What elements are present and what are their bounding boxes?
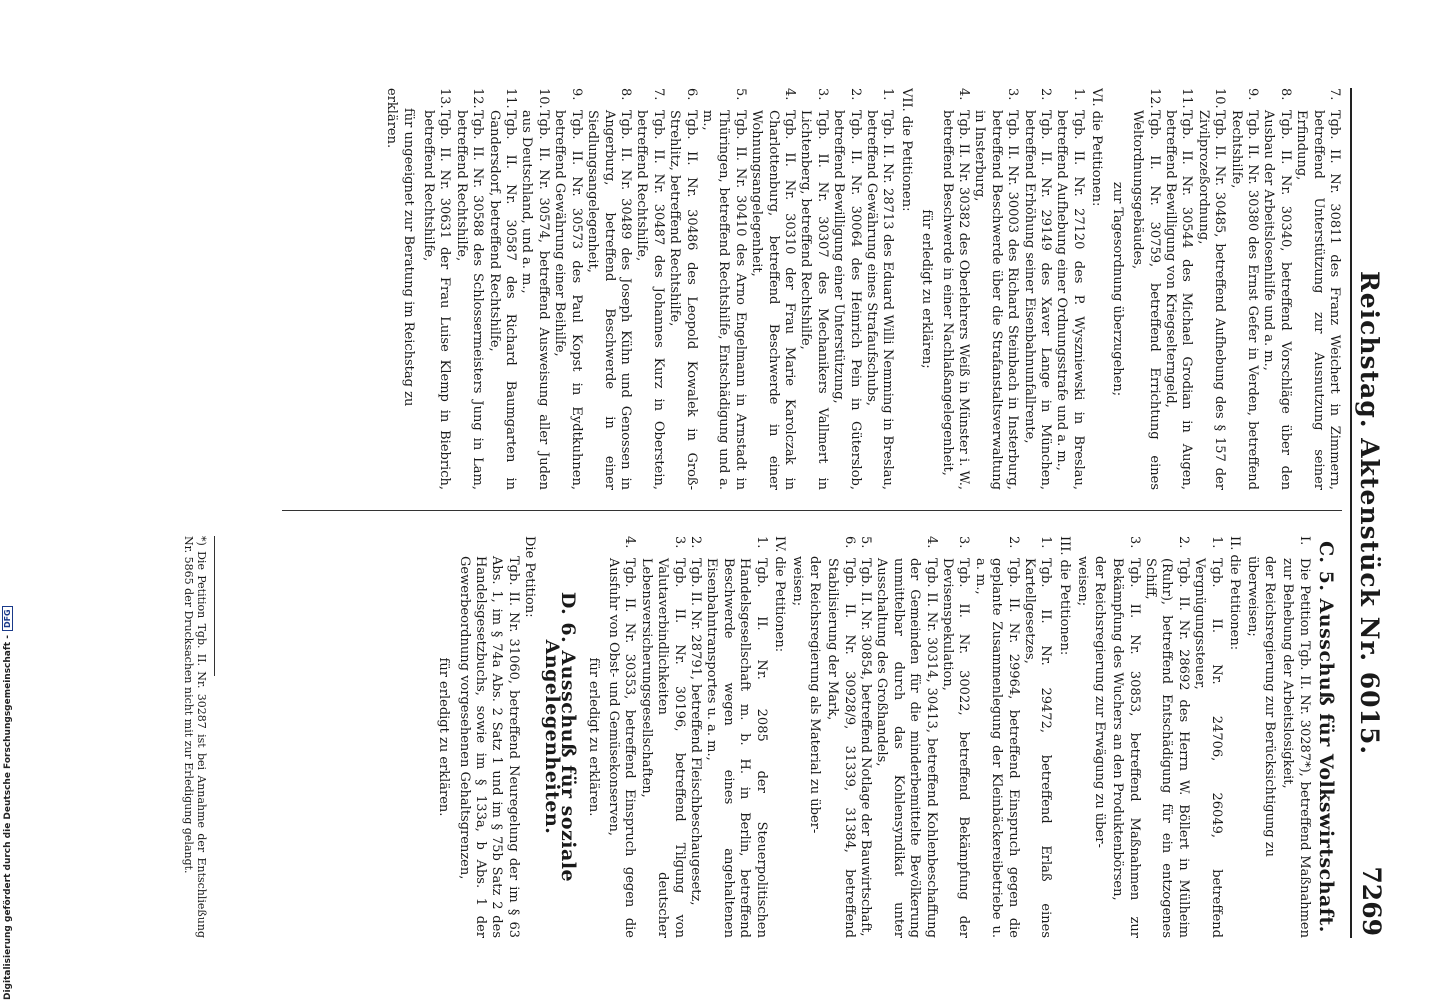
header-title: Reichstag. Aktenstück Nr. 6015. — [1355, 270, 1384, 756]
closing-vii-line1: für ungeeignet zur Beratung im Reichstag zu — [400, 108, 416, 407]
item-list-a — [1129, 88, 1342, 490]
item-number: 10. — [1212, 88, 1228, 109]
item-number: 10. — [535, 88, 551, 109]
item-number: 5. — [858, 536, 874, 549]
item-number: 1. — [753, 536, 769, 549]
list-item — [420, 88, 453, 490]
closing-a: zur Tagesordnung überzugehen; — [1109, 181, 1125, 397]
page-number: 7269 — [1357, 866, 1386, 936]
list-item — [1162, 88, 1195, 490]
list-item — [1021, 536, 1054, 938]
list-item — [1194, 88, 1227, 490]
list-item — [863, 88, 896, 490]
item-text: Tgb. II. Nr. 30587 des Richard Baumgarten in Gandersdorf, betreffend Rechtshilfe, — [486, 110, 519, 490]
list-item — [1142, 536, 1191, 938]
list-item — [452, 88, 485, 490]
item-number: 3. — [671, 536, 687, 549]
closing-i-line1: der Reichsregierung zur Berücksichtigung zu — [1261, 556, 1277, 857]
list-item — [824, 536, 857, 938]
page-header — [1350, 88, 1390, 938]
item-text: Tgb. II. Nr. 30853, betreffend Maßnahmen zur Bekämpfung des Wuchers an den Produktenbörsen, — [1110, 558, 1142, 938]
item-text: Die Petition Tgb. II. Nr. 30287*), betreffend Maßnahmen zur Behebung der Arbeitslosigkeit, — [1280, 558, 1312, 938]
item-number: 6. — [841, 536, 857, 549]
list-item — [1129, 88, 1162, 490]
list-item — [637, 536, 686, 938]
list-item — [518, 88, 551, 490]
item-number: I. — [1296, 536, 1312, 546]
list-item — [1109, 536, 1142, 938]
item-number: 4. — [956, 88, 972, 101]
item-text: Tgb. II. Nr. 29964, betreffend Einspruch gegen die geplante Zusammenlegung der Kleinbäckereibetriebe u. a. m., — [972, 558, 1021, 938]
item-number: 2. — [687, 536, 703, 549]
item-number: 4. — [622, 536, 638, 549]
item-text: Tgb. II. Nr. 27120 des P. Wyszniewski in Breslau, betreffend Aufhebung einer Ordnungsstrafe und a. m., — [1054, 110, 1086, 490]
rotated-page — [100, 88, 1390, 938]
dfg-logo-icon: DFG — [2, 606, 13, 631]
closing-d: für erledigt zu erklären. — [436, 657, 452, 817]
item-text: Tgb. II. Nr. 30588 des Schlossermeisters Jung in Lam, betreffend Rechtshilfe, — [453, 110, 486, 490]
item-list-vi — [938, 88, 1086, 490]
item-list-i — [1279, 536, 1312, 938]
item-text: Tgb. II. Nr. 30353, betreffend Einspruch gegen die Ausfuhr von Obst- und Gemüsekonserven, — [605, 558, 638, 938]
item-text: Tgb. II. Nr. 30485, betreffend Aufhebung des § 157 der Zivilprozeßordnung, — [1195, 110, 1228, 490]
closing-ii-line2: weisen; — [1075, 556, 1091, 607]
item-text: Tgb. II. Nr. 30489 des Joseph Kühn und Genossen in Angerburg, betreffend Beschwerde in einer Siedlungsangelegenheit, — [585, 110, 633, 490]
item-text: Tgb. II. Nr. 30314, 30413, betreffend Kohlenbeschaffung der Gemeinden für die minderbemittelte Bevölkerung unmittelbar durch das Kohlensyndikat unter Ausschaltung des Großhandels, — [874, 558, 939, 938]
item-text: Tgb. II. Nr. 30410 des Arno Engelmann in Arnstadt in Thüringen, betreffend Rechtshilfe, Entschädigung und a. m., — [699, 110, 748, 490]
item-number: 1. — [1038, 536, 1054, 549]
item-text: Tgb. II. Nr. 29472, betreffend Erlaß eines Kartellgesetzes, — [1022, 558, 1054, 938]
item-text: Tgb. II. Nr. 28791, betreffend Fleischbeschaugesetz, — [687, 558, 703, 906]
list-item — [687, 536, 703, 938]
list-item — [830, 88, 863, 490]
item-text: Tgb. II. Nr. 30811 des Franz Weichert in Zimmern, betreffend Unterstützung zur Ausnutzung seiner Erfindung, — [1294, 110, 1342, 490]
item-number: 2. — [1005, 536, 1021, 549]
section-vi-heading: VI. die Petitionen: — [1089, 88, 1105, 207]
item-text: Tgb. II. Nr. 30307 des Mechanikers Vallmert in Lichtenberg, betreffend Rechtshilfe, — [798, 110, 830, 490]
item-text: Tgb. II. Nr. 30022, betreffend Bekämpfung der Devisenspekulation, — [940, 558, 972, 938]
item-text: Tgb. II. Nr. 30631 der Frau Luise Klemp in Biebrich, betreffend Rechtshilfe, — [421, 110, 453, 490]
item-text: Tgb. II. Nr. 30196, betreffend Tilgung von Valutaverbindlichkeiten deutscher Lebensversicherungsgesellschaften, — [638, 558, 687, 938]
item-text: Tgb. II. Nr. 30759, betreffend Errichtung eines Weltordnungsgebäudes, — [1130, 110, 1162, 490]
list-item — [666, 88, 699, 490]
item-number: 3. — [814, 88, 830, 101]
item-text: Tgb. II. Nr. 30064 des Heinrich Pein in Güterslob, betreffend Bewilligung einer Unterstützung, — [831, 110, 863, 490]
section-vii-heading: VII. die Petitionen: — [898, 88, 914, 212]
closing-iii-line1: der Reichsregierung als Material zu über- — [806, 556, 822, 834]
item-text: Tgb. II. Nr. 29149 des Xaver Lange in München, betreffend Erhöhung seiner Eisenbahnunfallrente, — [1021, 110, 1054, 490]
list-item — [699, 88, 748, 490]
item-number: 9. — [568, 88, 584, 101]
closing-ii-line1: der Reichsregierung zur Erwägung zu über- — [1091, 556, 1107, 848]
item-text: Tgb. II. Nr. 28692 des Herrn W. Böllert in Mülheim (Ruhr), betreffend Entschädigung für ein entzogenes Schiff, — [1142, 558, 1191, 938]
item-text: Tgb. II. Nr. 28713 des Eduard Willi Nemming in Breslau, betreffend Gewährung eines Strafaufschubs, — [864, 110, 896, 490]
closing-i-line2: überweisen; — [1245, 556, 1261, 637]
list-item — [1293, 88, 1342, 490]
item-number: 7. — [1327, 88, 1342, 101]
item-text: Tgb. II. Nr. 24706, 26049, betreffend Vergnügungssteuer, — [1192, 558, 1224, 938]
item-list-ii — [1109, 536, 1224, 938]
item-number: 2. — [1175, 536, 1191, 549]
list-item — [1053, 88, 1086, 490]
item-text: Tgb. II. Nr. 30310 der Frau Marie Karolczak in Charlottenburg, betreffend Beschwerde in einer Wohnungsangelegenheit, — [749, 110, 797, 490]
list-item — [485, 88, 518, 490]
item-number: 3. — [1005, 88, 1021, 101]
list-item — [1020, 88, 1053, 490]
closing-iv: für erledigt zu erklären. — [585, 657, 601, 817]
item-number: 6. — [683, 88, 699, 101]
list-item — [1191, 536, 1224, 938]
section-ii-heading: II. die Petitionen: — [1226, 536, 1242, 651]
list-item — [703, 536, 769, 938]
section-iv-heading: IV. die Petitionen: — [772, 536, 787, 653]
right-column — [112, 536, 1342, 938]
footnote-rule — [214, 536, 215, 676]
list-item — [605, 536, 638, 938]
item-number: 9. — [1244, 88, 1260, 101]
item-number: 3. — [956, 536, 972, 549]
item-number: 8. — [1277, 88, 1293, 101]
item-list-iv — [605, 536, 769, 938]
item-text: Tgb. II. Nr. 30574, betreffend Ausweisung aller Juden aus Deutschland, und a. m., — [519, 110, 551, 490]
item-number: 2. — [847, 88, 863, 101]
digitization-credit — [2, 606, 13, 1000]
text-d: Tgb. II. Nr. 31060, betreffend Neuregelung der im § 63 Abs. 1, im § 74a Abs. 2 Satz 1 und im § 75b Satz 2 des Handelsgesetzbuchs, sowie im § 133a, b Abs. 1 der Gewerbeordnung vorgesehenen Gehaltsgrenzen, — [456, 556, 521, 938]
list-item — [1279, 536, 1312, 938]
list-item — [873, 536, 939, 938]
item-number: 1. — [1208, 536, 1224, 549]
item-text: Tgb. II. Nr. 30486 des Leopold Kowalek in Groß-Strehlitz, betreffend Rechtshilfe, — [667, 110, 699, 490]
closing-vi: für erledigt zu erklären; — [919, 209, 935, 369]
intro-d: Die Petition: — [522, 536, 538, 618]
item-number: 2. — [1038, 88, 1054, 101]
item-number: 13. — [437, 88, 453, 109]
item-list-vii — [420, 88, 896, 490]
item-number: 3. — [1126, 536, 1142, 549]
item-text: Tgb. II. Nr. 30487 des Johannes Kurz in Oberstein, betreffend Rechtshilfe, — [634, 110, 666, 490]
item-number: 7. — [650, 88, 666, 101]
heading-committee-d: D. 6. Ausschuß für soziale Angelegenheiten. — [540, 591, 580, 883]
section-iii-heading: III. die Petitionen: — [1056, 536, 1072, 656]
list-item — [1227, 88, 1260, 490]
list-item — [971, 88, 1020, 490]
list-item — [971, 536, 1020, 938]
list-item — [584, 88, 633, 490]
item-text: Tgb. II. Nr. 30854, betreffend Notlage der Bauwirtschaft, — [858, 558, 874, 937]
item-text: Tgb. II. Nr. 30382 des Oberlehrers Weiß in Münster i. W., betreffend Beschwerde in einer Nachlaßangelegenheit, — [939, 110, 972, 490]
left-column — [112, 88, 1342, 490]
item-number: 11. — [1179, 88, 1195, 109]
column-divider — [282, 510, 1342, 511]
list-item — [633, 88, 666, 490]
item-text: Tgb. II. Nr. 30544 des Michael Grodian in Augen, betreffend Bewilligung von Kriegselterngeld, — [1162, 110, 1195, 490]
item-number: 5. — [732, 88, 748, 101]
list-item — [1260, 88, 1293, 490]
item-text: Tgb. II. Nr. 30003 des Richard Steinbach in Insterburg, betreffend Beschwerde über die Strafanstaltsverwaltung in Insterburg, — [972, 110, 1021, 490]
list-item — [748, 88, 797, 490]
item-text: Tgb. II. Nr. 30573 des Paul Kopst in Eydtkuhnen, betreffend Gewährung einer Beihilfe, — [552, 110, 584, 490]
list-item — [797, 88, 830, 490]
item-text: Tgb. II. Nr. 30380 des Ernst Gefer in Verden, betreffend Rechtshilfe, — [1228, 110, 1260, 490]
item-number: 8. — [617, 88, 633, 101]
footnote: *) Die Petition Tgb. II. Nr. 30287 ist bei Annahme der Entschließung Nr. 5865 der Drucksachen nicht mit zur Erledigung gelangt. — [182, 536, 208, 938]
item-text: Tgb. II. Nr. 30340, betreffend Vorschläge über den Ausbau der Arbeitslosenhilfe und a. m., — [1261, 110, 1293, 490]
list-item — [857, 536, 873, 938]
credit-text: Digitalisierung gefördert durch die Deutsche Forschungsgemeinschaft - — [3, 635, 13, 1000]
item-list-iii — [824, 536, 1054, 938]
item-text: Tgb. II. Nr. 30928/9, 31339, 31384, betreffend Stabilisierung der Mark, — [825, 558, 857, 938]
item-text: Tgb. II. Nr. 2085 der Steuerpolitischen Handelsgesellschaft m. b. H. in Berlin, betreffend Beschwerde wegen eines angehaltenen Eisenbahntransportes u. a. m., — [704, 558, 769, 938]
item-number: 11. — [503, 88, 519, 109]
item-number: 12. — [470, 88, 486, 109]
closing-iii-line2: weisen; — [790, 556, 806, 607]
item-number: 4. — [923, 536, 939, 549]
list-item — [938, 88, 971, 490]
heading-committee-c: C. 5. Ausschuß für Volkswirtschaft. — [1315, 541, 1337, 933]
item-number: 1. — [1070, 88, 1086, 101]
item-number: 12. — [1146, 88, 1162, 109]
list-item — [551, 88, 584, 490]
closing-vii-line2: erklären. — [384, 88, 400, 149]
item-number: 4. — [782, 88, 797, 101]
item-number: 1. — [880, 88, 896, 101]
list-item — [939, 536, 972, 938]
